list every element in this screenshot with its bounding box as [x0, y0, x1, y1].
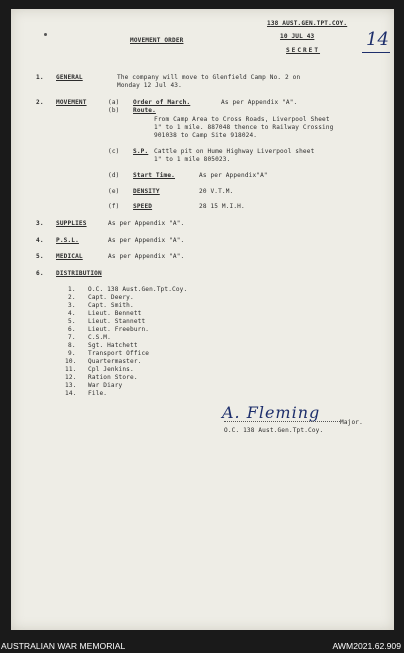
section-4-number: 4. — [36, 237, 44, 244]
distribution-name: O.C. 138 Aust.Gen.Tpt.Coy. — [88, 286, 188, 293]
distribution-num: 11. — [65, 366, 77, 373]
distribution-name: Capt. Smith. — [88, 302, 134, 309]
section-1-text-line2: Monday 12 Jul 43. — [117, 82, 182, 89]
movement-b-line1: From Camp Area to Cross Roads, Liverpool Sheet — [154, 116, 330, 123]
unit-header: 138 AUST.GEN.TPT.COY. — [267, 20, 348, 27]
movement-e-text: 20 V.T.M. — [199, 188, 234, 195]
section-1-text-line1: The company will move to Glenfield Camp No. 2 on — [117, 74, 301, 81]
section-3-number: 3. — [36, 220, 44, 227]
movement-d-text: As per Appendix"A" — [199, 172, 268, 179]
footer-source: AUSTRALIAN WAR MEMORIAL — [1, 641, 126, 651]
movement-c-label: S.P. — [133, 148, 149, 155]
movement-b-letter: (b) — [108, 107, 120, 114]
page-number: 14 — [366, 29, 389, 50]
distribution-num: 14. — [65, 390, 77, 397]
movement-b-label: Route. — [133, 107, 156, 114]
movement-a-text: As per Appendix "A". — [221, 99, 298, 106]
distribution-num: 1. — [68, 286, 76, 293]
distribution-num: 7. — [68, 334, 76, 341]
signature-rank: Major. — [340, 419, 363, 426]
distribution-num: 13. — [65, 382, 77, 389]
document-title: MOVEMENT ORDER — [130, 37, 184, 44]
section-5-number: 5. — [36, 253, 44, 260]
distribution-num: 8. — [68, 342, 76, 349]
movement-c-line1: Cattle pit on Hume Highway Liverpool sheet — [154, 148, 315, 155]
signature-unit: O.C. 138 Aust.Gen.Tpt.Coy. — [224, 427, 324, 434]
distribution-num: 5. — [68, 318, 76, 325]
section-4-label: P.S.L. — [56, 237, 79, 244]
handwritten-signature: A. Fleming — [222, 403, 321, 422]
movement-e-label: DENSITY — [133, 188, 160, 195]
section-2-label: MOVEMENT — [56, 99, 87, 106]
section-6-label: DISTRIBUTION — [56, 270, 102, 277]
distribution-num: 3. — [68, 302, 76, 309]
distribution-name: Transport Office — [88, 350, 150, 357]
distribution-name: C.S.M. — [88, 334, 111, 341]
movement-f-label: SPEED — [133, 203, 153, 210]
movement-b-line3: 901038 to Camp Site 918024. — [154, 132, 258, 139]
movement-f-text: 28 15 M.I.H. — [199, 203, 245, 210]
section-3-text: As per Appendix "A". — [108, 220, 185, 227]
movement-a-letter: (a) — [108, 99, 120, 106]
section-3-label: SUPPLIES — [56, 220, 87, 227]
distribution-name: Lieut. Bennett — [88, 310, 142, 317]
distribution-num: 9. — [68, 350, 76, 357]
date-header: 10 JUL 43 — [280, 33, 315, 40]
movement-d-label: Start Time. — [133, 172, 176, 179]
distribution-name: Capt. Deery. — [88, 294, 134, 301]
distribution-num: 2. — [68, 294, 76, 301]
section-1-label: GENERAL — [56, 74, 83, 81]
footer-accession-id: AWM2021.62.909 — [332, 641, 401, 651]
distribution-num: 4. — [68, 310, 76, 317]
movement-c-letter: (c) — [108, 148, 120, 155]
section-5-label: MEDICAL — [56, 253, 83, 260]
distribution-name: Sgt. Hatchett — [88, 342, 138, 349]
distribution-num: 12. — [65, 374, 77, 381]
movement-e-letter: (e) — [108, 188, 120, 195]
section-5-text: As per Appendix "A". — [108, 253, 185, 260]
distribution-num: 10. — [65, 358, 77, 365]
movement-d-letter: (d) — [108, 172, 120, 179]
distribution-name: Ration Store. — [88, 374, 138, 381]
classification: SECRET — [286, 47, 321, 54]
movement-c-line2: 1" to 1 mile 805023. — [154, 156, 231, 163]
movement-f-letter: (f) — [108, 203, 120, 210]
signature-line — [224, 421, 340, 422]
distribution-name: War Diary — [88, 382, 123, 389]
movement-b-line2: 1" to 1 mile. 887048 thence to Railway Crossing — [154, 124, 334, 131]
distribution-name: Quartermaster. — [88, 358, 142, 365]
section-6-number: 6. — [36, 270, 44, 277]
punch-hole — [44, 33, 47, 36]
distribution-name: Lieut. Stannett — [88, 318, 146, 325]
distribution-num: 6. — [68, 326, 76, 333]
distribution-name: Lieut. Freeburn. — [88, 326, 150, 333]
distribution-name: Cpl Jenkins. — [88, 366, 134, 373]
section-2-number: 2. — [36, 99, 44, 106]
section-4-text: As per Appendix "A". — [108, 237, 185, 244]
distribution-name: File. — [88, 390, 108, 397]
page-number-underline — [362, 52, 390, 53]
movement-a-label: Order of March. — [133, 99, 191, 106]
section-1-number: 1. — [36, 74, 44, 81]
